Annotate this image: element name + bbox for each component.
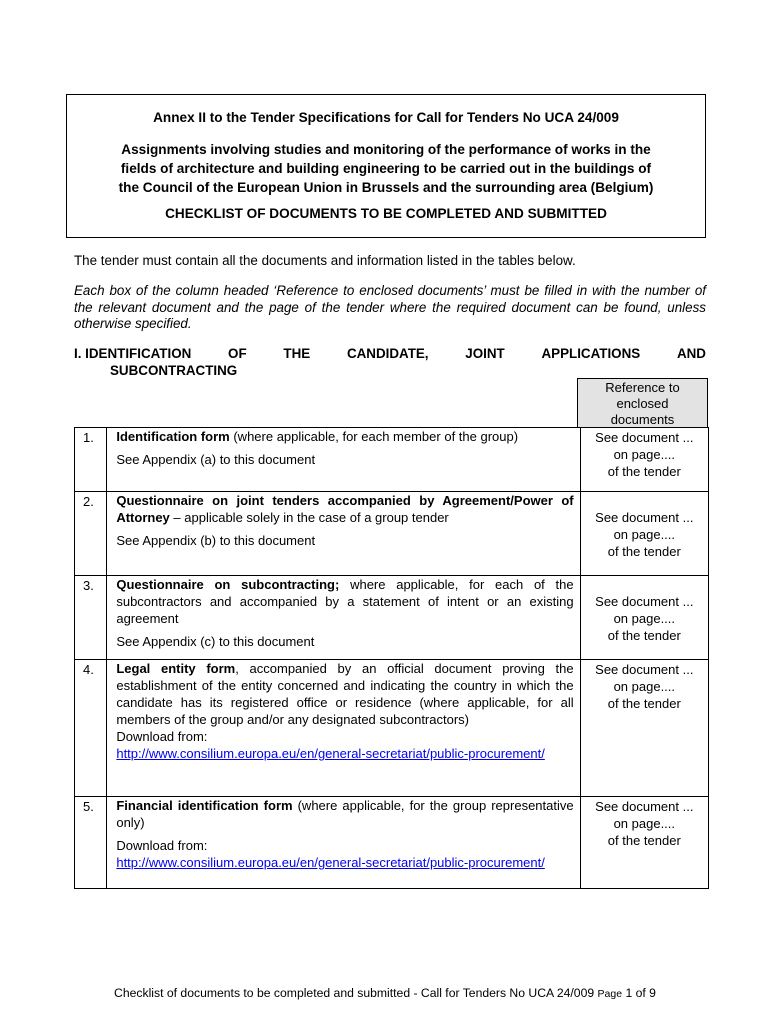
row-appendix: See Appendix (a) to this document xyxy=(116,452,316,467)
row-number: 1. xyxy=(83,430,94,445)
ref-tender: of the tender xyxy=(607,833,681,848)
heading-word: CANDIDATE, xyxy=(346,346,429,361)
assignment-line-1: Assignments involving studies and monitoring of the performance of works in the xyxy=(121,142,651,157)
intro-paragraph: The tender must contain all the documents and information listed in the tables below. xyxy=(74,253,576,268)
row-description xyxy=(107,576,580,660)
ref-document: See document ... xyxy=(595,594,694,609)
assignment-line-3: the Council of the European Union in Brussels and the surrounding area (Belgium) xyxy=(118,180,654,195)
heading-continuation: SUBCONTRACTING xyxy=(110,362,238,378)
row-text: (where applicable, for each member of the group) xyxy=(229,429,519,444)
row-text: – applicable solely in the case of a group tender xyxy=(169,510,449,525)
table-row xyxy=(75,576,709,660)
instruction-paragraph: Each box of the column headed ‘Reference to enclosed documents’ must be filled in with the number of the relevant document and the page of the tender where the required document can be found, unless otherwise specified. xyxy=(74,283,706,331)
table-row xyxy=(75,428,709,492)
row-title: Financial identification form xyxy=(116,798,293,813)
row-text: , accompanied by an official document proving the establishment of the entity concerned and indicating the country in which the candidate has its registered office or residence (where applicable, for all members of the group and/or any designated subcontractors) xyxy=(116,661,574,727)
ref-tender: of the tender xyxy=(607,628,681,643)
procurement-link[interactable]: http://www.consilium.europa.eu/en/general-secretariat/public-procurement/ xyxy=(116,855,545,870)
ref-header-line: Reference to xyxy=(605,380,680,395)
row-reference xyxy=(580,576,708,660)
row-reference xyxy=(580,660,708,797)
row-description xyxy=(107,428,580,492)
heading-word: APPLICATIONS xyxy=(541,346,641,361)
footer-page-number: 1 of 9 xyxy=(625,986,656,1000)
row-title: Identification form xyxy=(116,429,230,444)
row-number: 2. xyxy=(83,494,94,509)
table-row xyxy=(75,660,709,797)
footer-page-label: Page xyxy=(597,988,623,1000)
row-title: Questionnaire on subcontracting; xyxy=(116,577,340,592)
section-heading xyxy=(74,346,706,379)
table-row xyxy=(75,492,709,576)
ref-tender: of the tender xyxy=(607,464,681,479)
row-appendix: See Appendix (b) to this document xyxy=(116,533,316,548)
assignment-line-2: fields of architecture and building engineering to be carried out in the buildings of xyxy=(120,161,652,176)
checklist-title: CHECKLIST OF DOCUMENTS TO BE COMPLETED AND SUBMITTED xyxy=(165,206,607,221)
heading-word: OF xyxy=(228,346,247,361)
annex-title: Annex II to the Tender Specifications for Call for Tenders No UCA 24/009 xyxy=(153,110,619,125)
row-number: 5. xyxy=(83,799,94,814)
row-number: 3. xyxy=(83,578,94,593)
row-reference xyxy=(580,492,708,576)
download-label: Download from: xyxy=(116,838,208,853)
row-number: 4. xyxy=(83,662,94,677)
ref-tender: of the tender xyxy=(607,544,681,559)
row-description xyxy=(107,492,580,576)
ref-document: See document ... xyxy=(595,662,694,677)
heading-word: JOINT xyxy=(465,346,505,361)
heading-word: AND xyxy=(676,346,706,361)
ref-header-line: enclosed xyxy=(616,396,669,411)
row-text: (where applicable, for the group representative only) xyxy=(116,798,574,830)
ref-page: on page.... xyxy=(613,447,676,462)
row-description xyxy=(107,660,580,797)
row-appendix: See Appendix (c) to this document xyxy=(116,634,315,649)
ref-tender: of the tender xyxy=(607,696,681,711)
reference-column-header xyxy=(577,378,708,427)
ref-header-line: documents xyxy=(610,412,675,427)
document-header-box xyxy=(66,94,706,238)
assignment-title xyxy=(67,140,705,197)
checklist-table xyxy=(74,427,709,889)
ref-page: on page.... xyxy=(613,816,676,831)
ref-document: See document ... xyxy=(595,799,694,814)
row-title: Questionnaire on joint tenders accompanied by Agreement/Power of Attorney xyxy=(116,493,574,525)
footer-text: Checklist of documents to be completed and submitted - Call for Tenders No UCA 24/009 xyxy=(114,986,595,1000)
heading-word: THE xyxy=(283,346,311,361)
row-title: Legal entity form xyxy=(116,661,236,676)
table-row xyxy=(75,797,709,889)
ref-document: See document ... xyxy=(595,430,694,445)
row-description xyxy=(107,797,580,889)
row-text: where applicable, for each of the subcontractors and accompanied by a statement of intent or an existing agreement xyxy=(116,577,574,626)
heading-word: I. IDENTIFICATION xyxy=(74,346,192,361)
ref-page: on page.... xyxy=(613,679,676,694)
page-footer xyxy=(0,986,770,1000)
ref-page: on page.... xyxy=(613,611,676,626)
row-reference xyxy=(580,797,708,889)
procurement-link[interactable]: http://www.consilium.europa.eu/en/general-secretariat/public-procurement/ xyxy=(116,746,545,761)
download-label: Download from: xyxy=(116,729,208,744)
ref-page: on page.... xyxy=(613,527,676,542)
ref-document: See document ... xyxy=(595,510,694,525)
row-reference xyxy=(580,428,708,492)
